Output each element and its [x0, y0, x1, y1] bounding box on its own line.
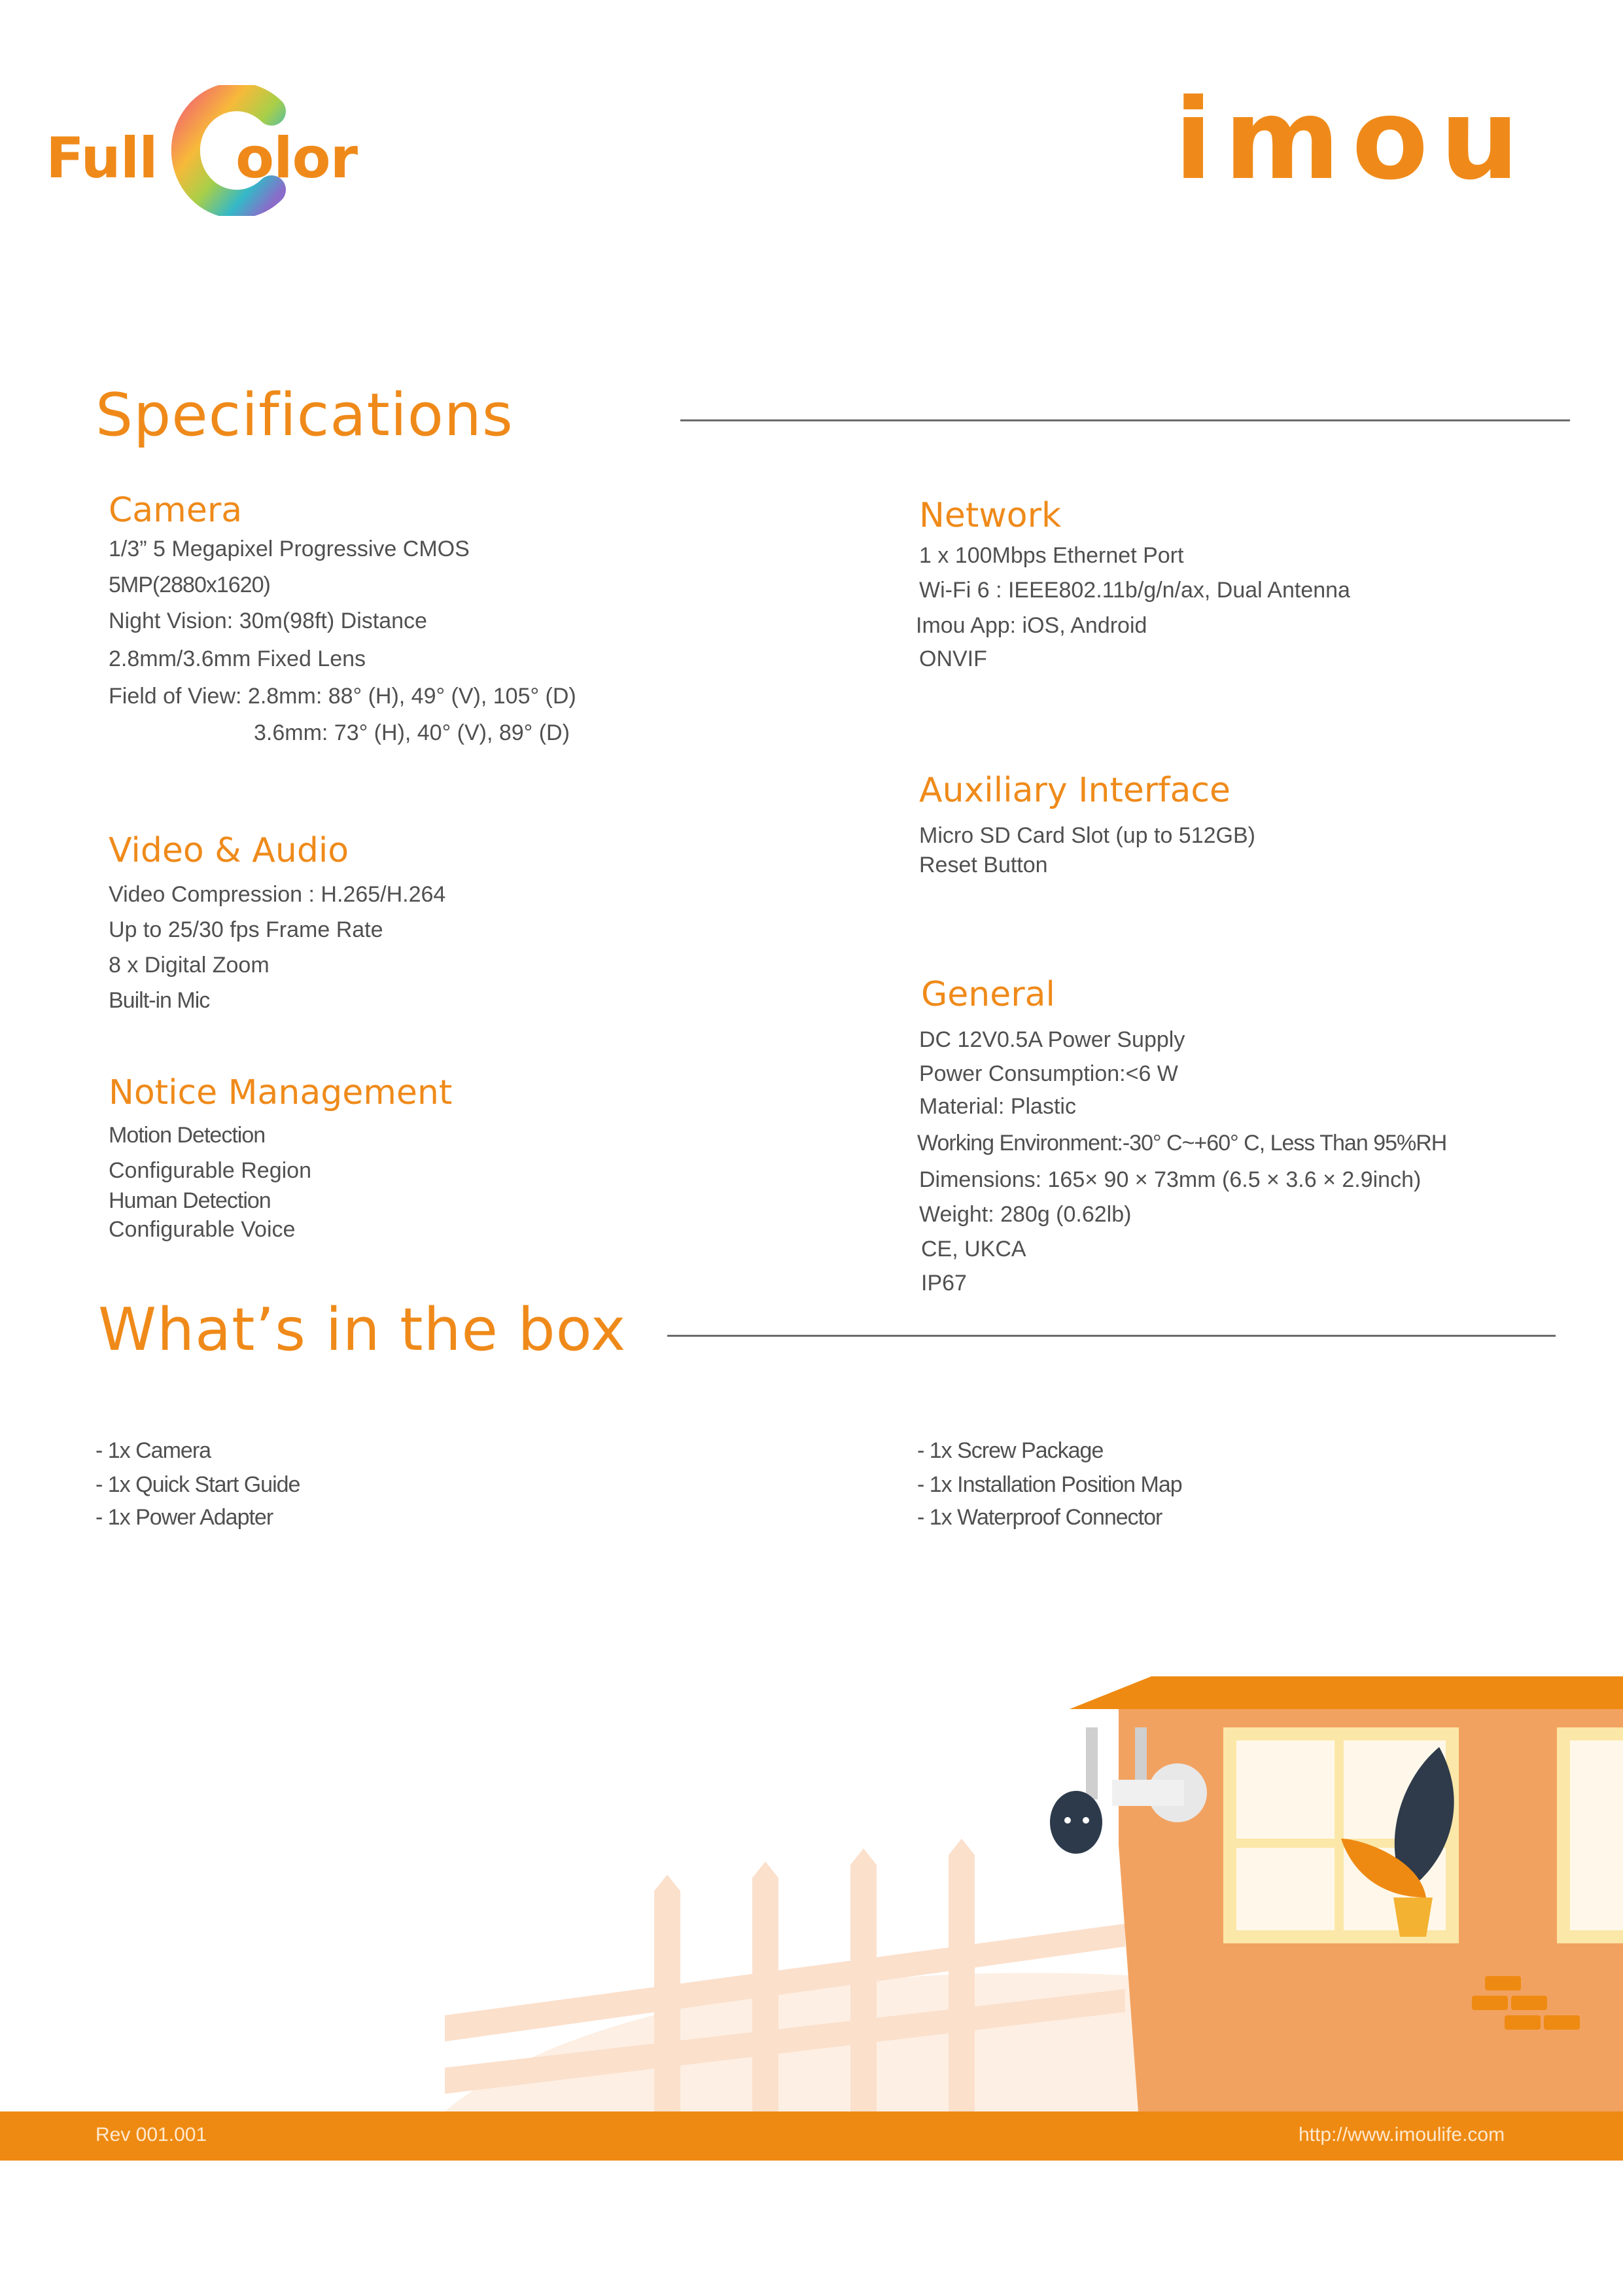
specifications-title: Specifications [96, 381, 514, 450]
house-illustration [0, 1649, 1623, 2113]
whats-in-the-box-divider [667, 1335, 1556, 1337]
full-color-logo-olor-text: olor [236, 126, 358, 191]
notice-line: Motion Detection [109, 1123, 266, 1148]
auxiliary-line: Reset Button [919, 853, 1048, 877]
general-line: Working Environment:-30° C~+60° C, Less Than 95%RH [917, 1131, 1447, 1156]
network-line: 1 x 100Mbps Ethernet Port [919, 543, 1184, 568]
network-line: Wi-Fi 6 : IEEE802.11b/g/n/ax, Dual Antenna [919, 578, 1350, 603]
camera-line: Field of View: 2.8mm: 88° (H), 49° (V), 105° (D) [109, 684, 576, 709]
network-line: ONVIF [919, 646, 987, 671]
footer-revision: Rev 001.001 [96, 2124, 207, 2146]
box-item: - 1x Power Adapter [96, 1505, 273, 1530]
notice-line: Human Detection [109, 1188, 271, 1213]
full-color-logo-full-text: Full [46, 126, 158, 191]
general-line: DC 12V0.5A Power Supply [919, 1027, 1185, 1052]
general-line: IP67 [921, 1271, 967, 1296]
imou-logo [1174, 75, 1541, 205]
video-audio-line: 8 x Digital Zoom [109, 953, 270, 978]
box-item: - 1x Camera [96, 1438, 211, 1463]
box-item: - 1x Quick Start Guide [96, 1472, 300, 1497]
roof-shape [1070, 1676, 1623, 1709]
whats-in-the-box-title: What’s in the box [98, 1296, 627, 1364]
general-line: Dimensions: 165× 90 × 73mm (6.5 × 3.6 × 2.9inch) [919, 1167, 1422, 1192]
notice-line: Configurable Region [109, 1158, 311, 1183]
network-heading: Network [919, 496, 1062, 535]
notice-management-heading: Notice Management [109, 1073, 453, 1112]
box-item: - 1x Waterproof Connector [917, 1505, 1162, 1530]
video-audio-line: Video Compression : H.265/H.264 [109, 882, 446, 907]
video-audio-heading: Video & Audio [109, 831, 349, 870]
general-line: Material: Plastic [919, 1094, 1076, 1119]
camera-line: 2.8mm/3.6mm Fixed Lens [109, 646, 366, 671]
specifications-divider [680, 419, 1570, 421]
box-item: - 1x Installation Position Map [917, 1472, 1182, 1497]
general-heading: General [921, 975, 1055, 1014]
camera-line: Night Vision: 30m(98ft) Distance [109, 609, 427, 633]
general-line: Weight: 280g (0.62lb) [919, 1202, 1132, 1227]
footer-url-link[interactable]: http://www.imoulife.com [1299, 2124, 1505, 2146]
imou-logo-text: imou [1174, 75, 1531, 205]
full-color-logo [46, 85, 358, 229]
box-item: - 1x Screw Package [917, 1438, 1104, 1463]
auxiliary-interface-heading: Auxiliary Interface [919, 771, 1230, 810]
video-audio-line: Built-in Mic [109, 988, 210, 1013]
camera-line: 3.6mm: 73° (H), 40° (V), 89° (D) [254, 720, 570, 745]
general-line: Power Consumption:<6 W [919, 1061, 1178, 1086]
video-audio-line: Up to 25/30 fps Frame Rate [109, 917, 383, 942]
notice-line: Configurable Voice [109, 1217, 296, 1242]
general-line: CE, UKCA [921, 1237, 1026, 1262]
network-line: Imou App: iOS, Android [916, 613, 1147, 638]
camera-line: 5MP(2880x1620) [109, 573, 270, 597]
camera-heading: Camera [109, 491, 243, 530]
camera-line: 1/3” 5 Megapixel Progressive CMOS [109, 537, 470, 561]
auxiliary-line: Micro SD Card Slot (up to 512GB) [919, 823, 1255, 848]
